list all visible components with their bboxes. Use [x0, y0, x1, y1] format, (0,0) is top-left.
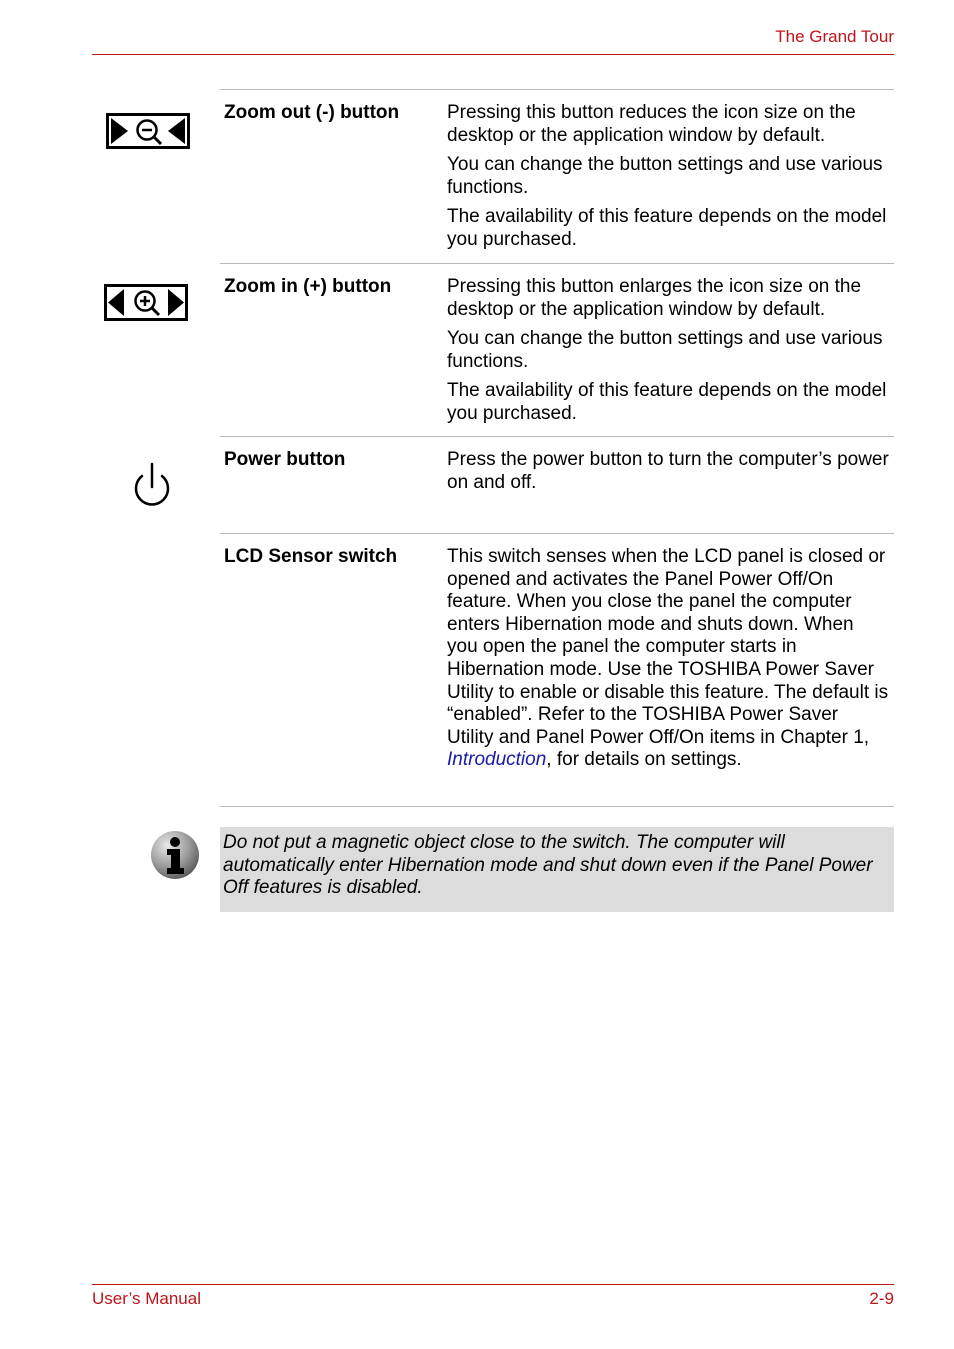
page-number: 2-9: [869, 1289, 894, 1308]
note-text: Do not put a magnetic object close to the switch. The computer will automatically enter Hibernation mode and shut down even if the Panel Power Off features is disabled.: [223, 832, 873, 899]
zoom-in-icon: [104, 284, 188, 326]
row-term: Zoom in (+) button: [224, 276, 392, 297]
power-icon: [131, 462, 173, 515]
row-term: Zoom out (-) button: [224, 102, 400, 123]
description-paragraph: Pressing this button reduces the icon size on the desktop or the application window by default.: [447, 102, 856, 146]
description-paragraph: The availability of this feature depends on the model you purchased.: [447, 380, 887, 424]
row-term: Power button: [224, 449, 346, 470]
description-text: , for details on settings.: [546, 749, 742, 771]
table-row-power-button: [220, 436, 894, 534]
row-description: [447, 546, 889, 779]
description-text: This switch senses when the LCD panel is closed or opened and activates the Panel Power Off/On feature. When you close the panel the computer enters Hibernation mode and shuts down. When you open the panel the computer starts in Hibernation mode. Use the TOSHIBA Power Saver Utility to enable or disable this feature. The default is “enabled”. Refer to the TOSHIBA Power Saver Utility and Panel Power Off/On items in Chapter 1,: [447, 546, 889, 748]
table-row-zoom-out: [220, 89, 894, 264]
running-header: The Grand Tour: [775, 27, 894, 46]
note-box: [220, 827, 894, 912]
description-paragraph: You can change the button settings and use various functions.: [447, 328, 883, 372]
description-paragraph: Press the power button to turn the computer’s power on and off.: [447, 449, 889, 493]
row-description: [447, 102, 889, 259]
row-description: [447, 449, 889, 501]
info-icon: [150, 830, 202, 887]
row-description: [447, 276, 889, 433]
footer-rule: [92, 1284, 894, 1285]
description-paragraph: Pressing this button enlarges the icon size on the desktop or the application window by default.: [447, 276, 862, 320]
table-row-lcd-sensor: [220, 533, 894, 807]
zoom-out-icon: [106, 113, 190, 154]
row-term: LCD Sensor switch: [224, 546, 398, 567]
header-rule: [92, 54, 894, 55]
table-row-zoom-in: [220, 263, 894, 437]
footer-manual-title: User’s Manual: [92, 1289, 201, 1308]
description-paragraph: You can change the button settings and use various functions.: [447, 154, 883, 198]
description-paragraph: The availability of this feature depends on the model you purchased.: [447, 206, 887, 250]
introduction-link[interactable]: Introduction: [447, 749, 547, 771]
